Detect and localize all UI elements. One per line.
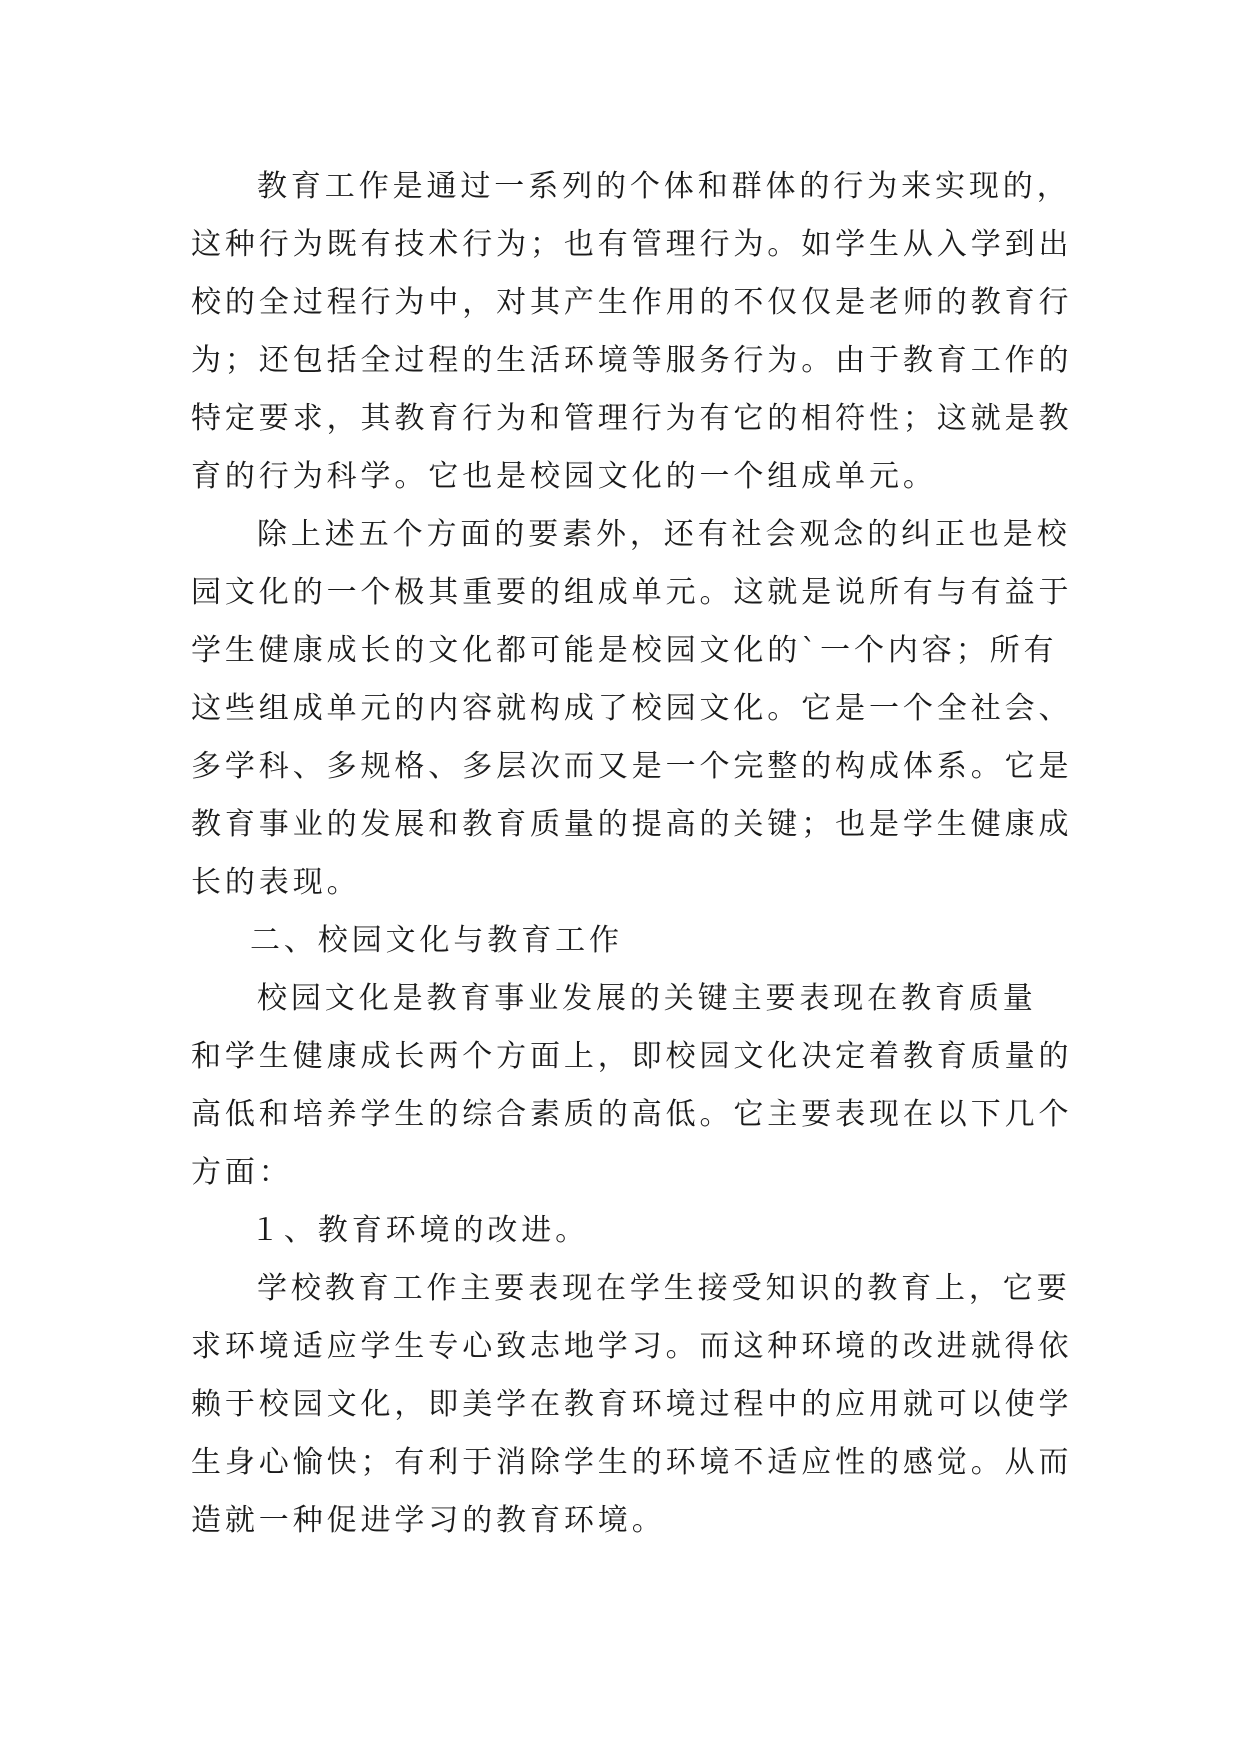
paragraph-line: 方面： (191, 1155, 293, 1190)
paragraph-line: 和学生健康成长两个方面上，即校园文化决定着教育质量的 (191, 1039, 1073, 1074)
paragraph-line: 园文化的一个极其重要的组成单元。这就是说所有与有益于 (191, 575, 1073, 610)
paragraph-line: 造就一种促进学习的教育环境。 (191, 1503, 666, 1538)
paragraph-line: 长的表现。 (191, 865, 361, 900)
paragraph-line: 教育事业的发展和教育质量的提高的关键；也是学生健康成 (191, 807, 1073, 842)
paragraph-line: 校的全过程行为中，对其产生作用的不仅仅是老师的教育行 (191, 285, 1073, 320)
section-heading: 二、校园文化与教育工作 (250, 923, 623, 958)
paragraph-line: 校园文化是教育事业发展的关键主要表现在教育质量 (257, 981, 1037, 1016)
paragraph-line: 多学科、多规格、多层次而又是一个完整的构成体系。它是 (191, 749, 1073, 784)
paragraph-line: 这种行为既有技术行为；也有管理行为。如学生从入学到出 (191, 227, 1073, 262)
paragraph-line: 教育工作是通过一系列的个体和群体的行为来实现的， (257, 169, 1071, 204)
paragraph-line: 学校教育工作主要表现在学生接受知识的教育上，它要 (257, 1271, 1071, 1306)
paragraph-line: 除上述五个方面的要素外，还有社会观念的纠正也是校 (257, 517, 1071, 552)
paragraph-line: 生身心愉快；有利于消除学生的环境不适应性的感觉。从而 (191, 1445, 1073, 1480)
paragraph-line: 求环境适应学生专心致志地学习。而这种环境的改进就得依 (191, 1329, 1073, 1364)
paragraph-line: 特定要求，其教育行为和管理行为有它的相符性；这就是教 (191, 401, 1073, 436)
paragraph-line: 为；还包括全过程的生活环境等服务行为。由于教育工作的 (191, 343, 1073, 378)
paragraph-line: 育的行为科学。它也是校园文化的一个组成单元。 (191, 459, 937, 494)
paragraph-line: 学生健康成长的文化都可能是校园文化的`一个内容；所有 (191, 633, 1058, 668)
subsection-heading: １、教育环境的改进。 (250, 1213, 589, 1248)
paragraph-line: 这些组成单元的内容就构成了校园文化。它是一个全社会、 (191, 691, 1073, 726)
paragraph-line: 赖于校园文化，即美学在教育环境过程中的应用就可以使学 (191, 1387, 1073, 1422)
paragraph-line: 高低和培养学生的综合素质的高低。它主要表现在以下几个 (191, 1097, 1073, 1132)
